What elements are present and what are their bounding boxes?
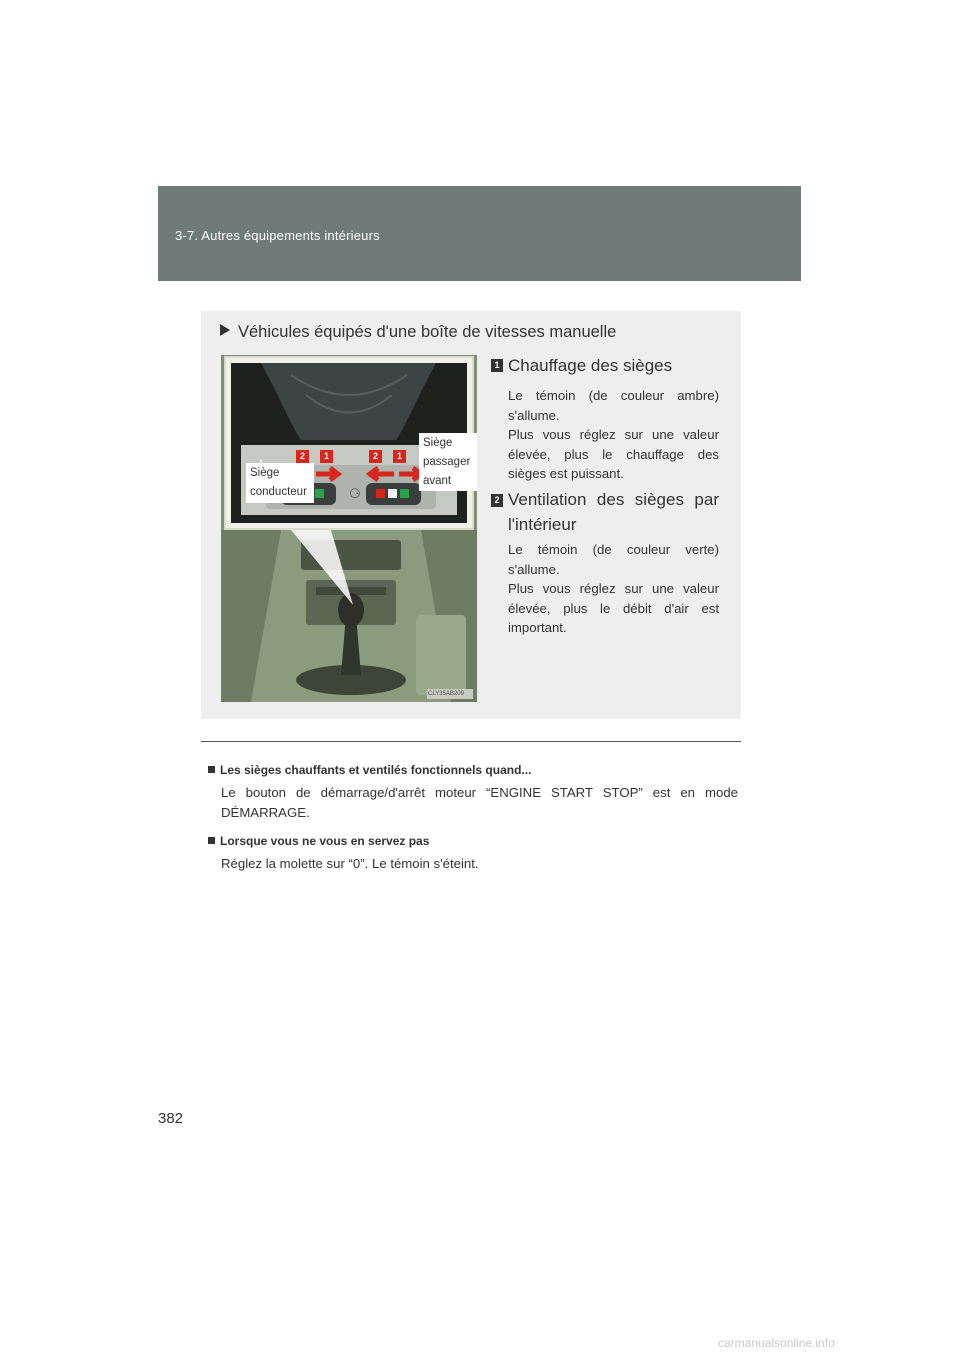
number-badge-2: 2 [491, 494, 503, 507]
console-photo [221, 355, 477, 702]
panel-heading: Véhicules équipés d'une boîte de vitesses manuelle [220, 323, 616, 342]
note-body: Le bouton de démarrage/d'arrêt moteur “ENGINE START STOP” est en mode DÉMARRAGE. [221, 785, 738, 820]
note-operating-conditions [208, 763, 738, 822]
callout-driver-seat: Siège conducteur [246, 463, 314, 503]
marker-1-right: 1 [393, 450, 406, 463]
item-description: Le témoin (de couleur verte) s'allume. Plus vous réglez sur une valeur élevée, plus le débit d'air est important. [508, 542, 719, 635]
section-title: 3-7. Autres équipements intérieurs [175, 228, 380, 243]
triangle-bullet-icon [220, 324, 230, 336]
item-seat-heating [491, 353, 719, 483]
item-title: Ventilation des sièges par l'intérieur [508, 490, 719, 534]
note-heading: Les sièges chauffants et ventilés fonctionnels quand... [208, 763, 738, 777]
header-band [158, 186, 801, 281]
image-code: CLY35AB209 [428, 691, 464, 697]
square-bullet-icon [208, 766, 215, 773]
square-bullet-icon [208, 837, 215, 844]
note-when-not-in-use [208, 834, 738, 874]
item-title: Chauffage des sièges [508, 356, 673, 375]
console-illustration [221, 355, 477, 702]
marker-2-right: 2 [369, 450, 382, 463]
marker-2-left: 2 [296, 450, 309, 463]
page-number: 382 [158, 1110, 184, 1127]
item-description: Le témoin (de couleur ambre) s'allume. Plus vous réglez sur une valeur élevée, plus le chauffage des sièges est puissant. [508, 388, 719, 481]
item-seat-ventilation [491, 487, 719, 647]
watermark: carmanualsonline.info [718, 1336, 835, 1350]
note-heading: Lorsque vous ne vous en servez pas [208, 834, 738, 848]
divider [201, 741, 741, 742]
note-body: Réglez la molette sur “0”. Le témoin s'éteint. [221, 856, 479, 871]
info-panel [201, 311, 741, 719]
callout-passenger-seat: Siège passager avant [419, 433, 477, 491]
number-badge-1: 1 [491, 359, 503, 372]
svg-text:⚆: ⚆ [349, 487, 361, 502]
marker-1-left: 1 [320, 450, 333, 463]
